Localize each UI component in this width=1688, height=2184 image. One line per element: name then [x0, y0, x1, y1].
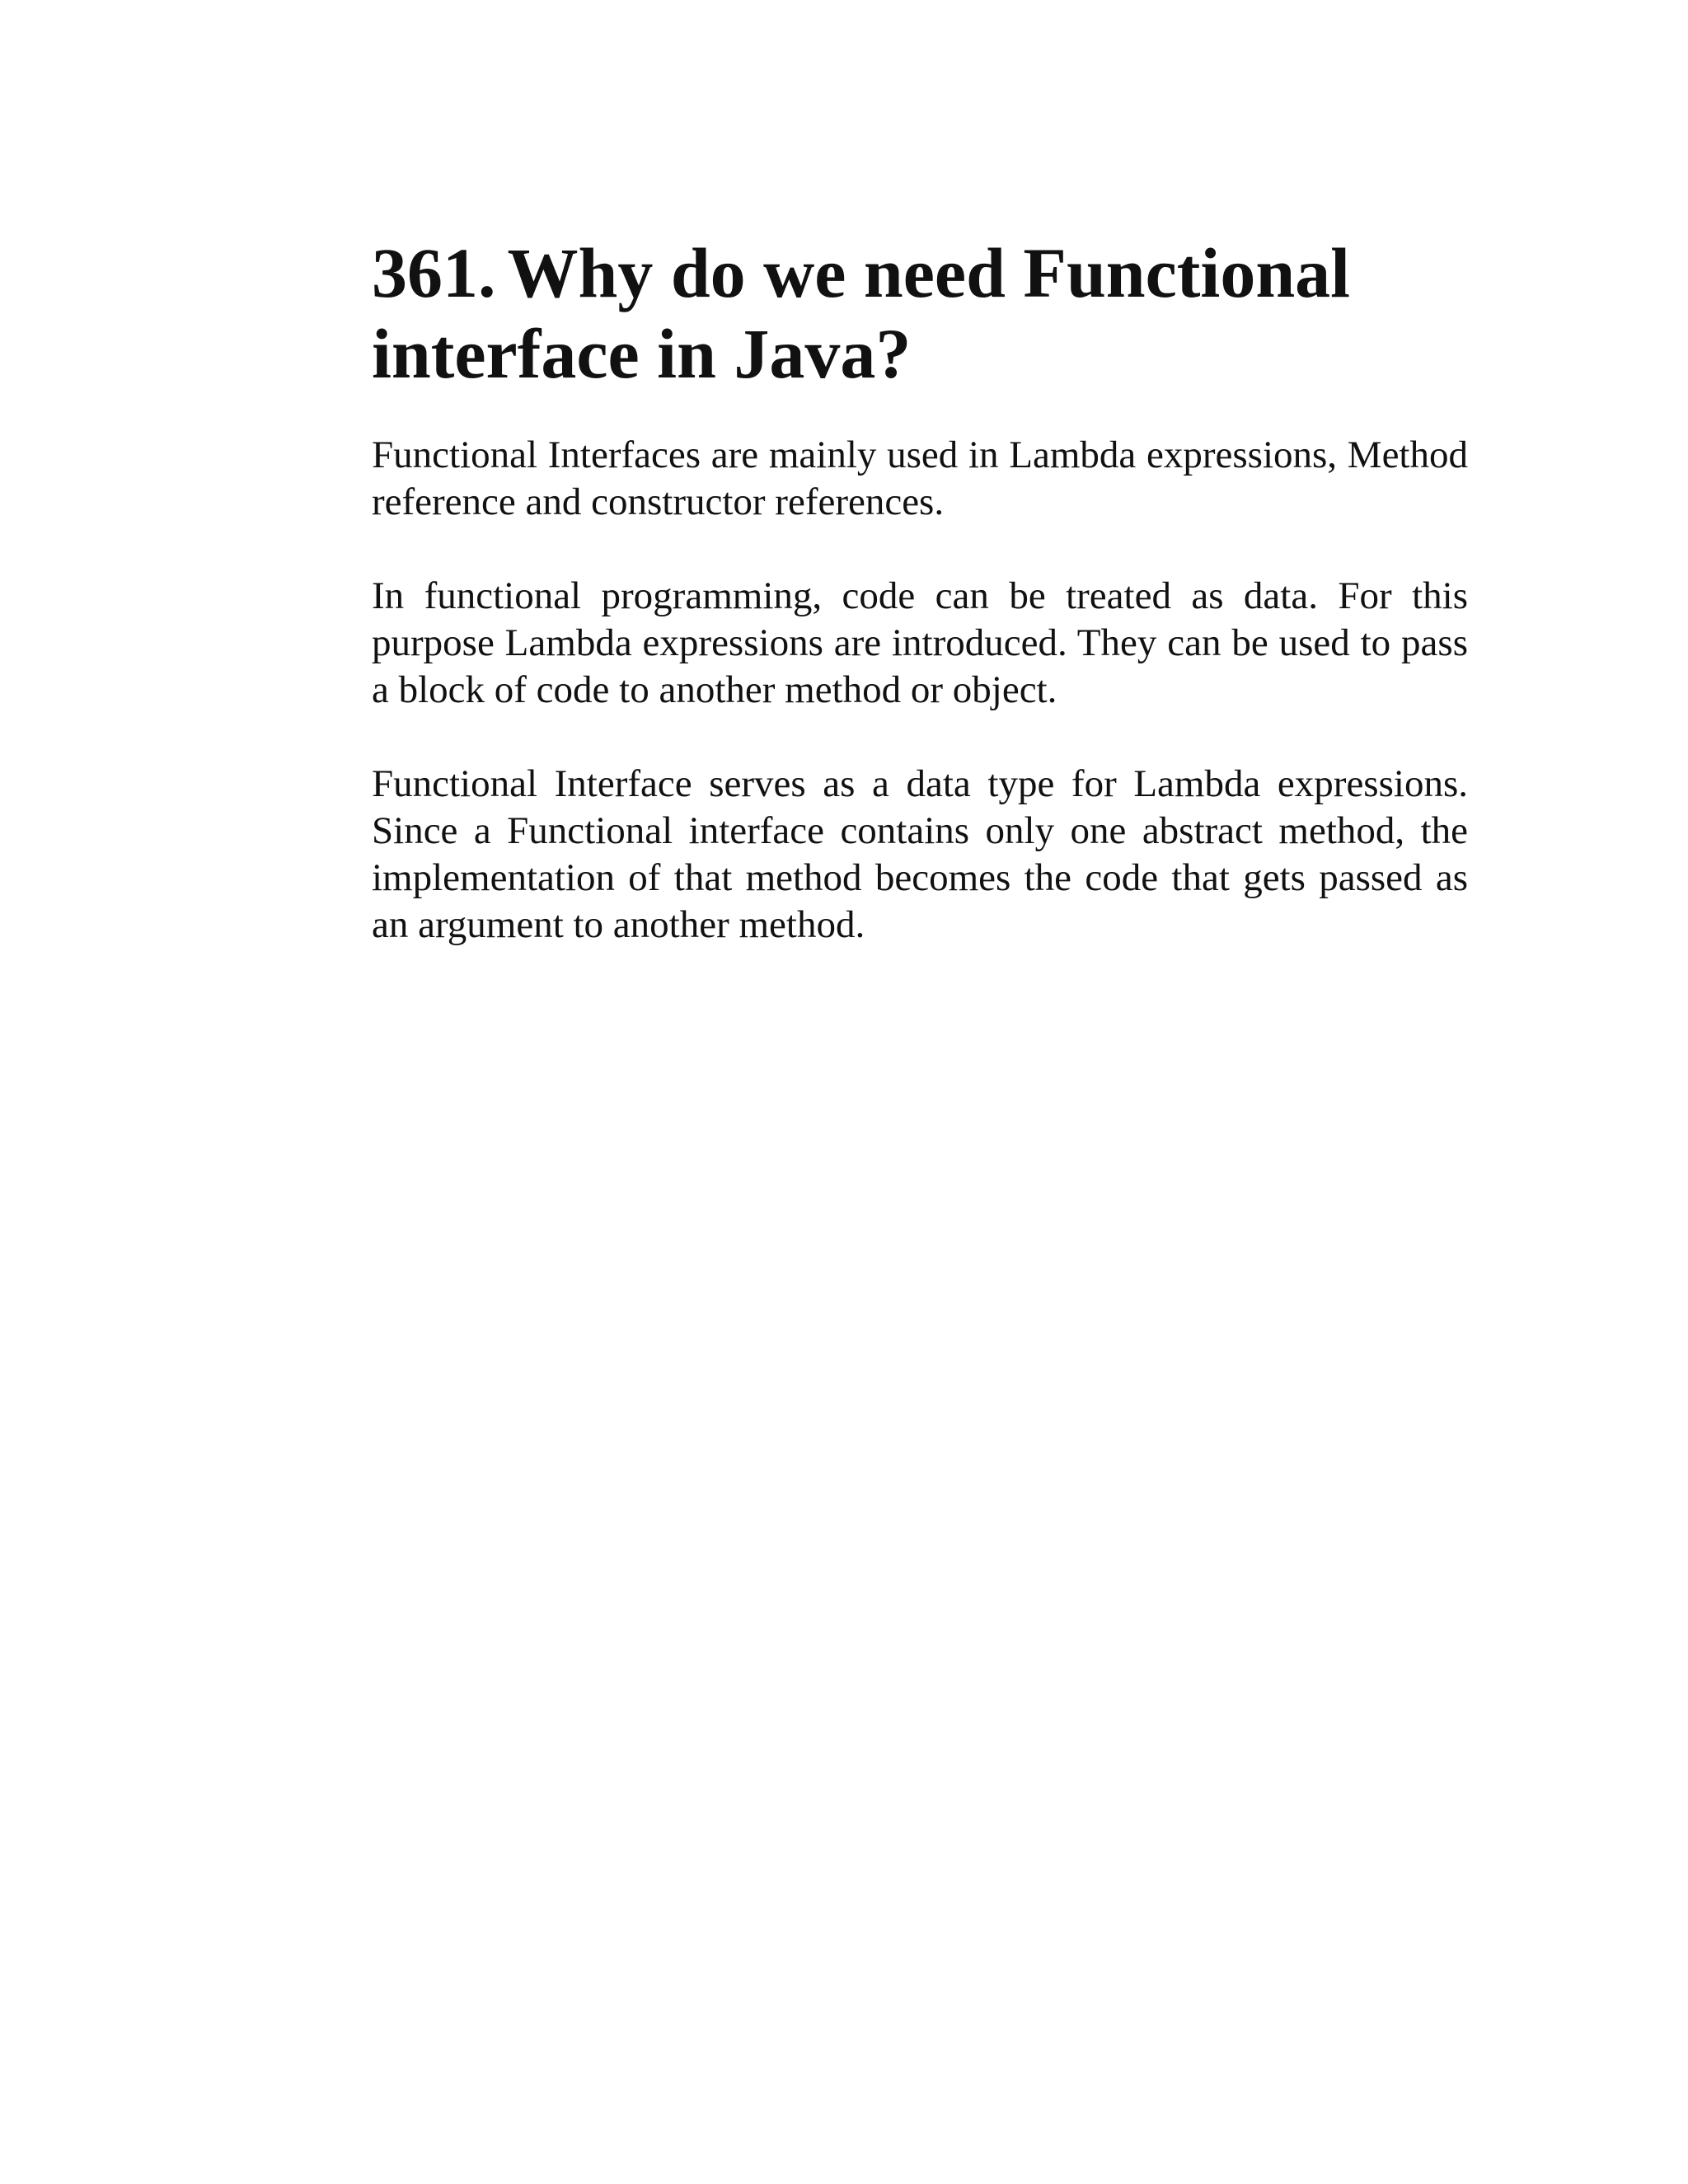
paragraph-1: Functional Interfaces are mainly used in Lambda expressions, Method reference and constructor references. [372, 434, 1468, 523]
paragraph-2: In functional programming, code can be treated as data. For this purpose Lambda expressions are introduced. They can be used to pass a block of code to another method or object. [372, 574, 1468, 711]
question-heading [372, 232, 1468, 394]
question-number: 361. [372, 233, 496, 312]
page-content [372, 232, 1468, 949]
question-title: Why do we need Functional interface in Java? [372, 233, 1351, 393]
paragraph-3: Functional Interface serves as a data type for Lambda expressions. Since a Functional interface contains only one abstract method, the implementation of that method becomes the code that gets passed as an argument to another method. [372, 762, 1468, 946]
